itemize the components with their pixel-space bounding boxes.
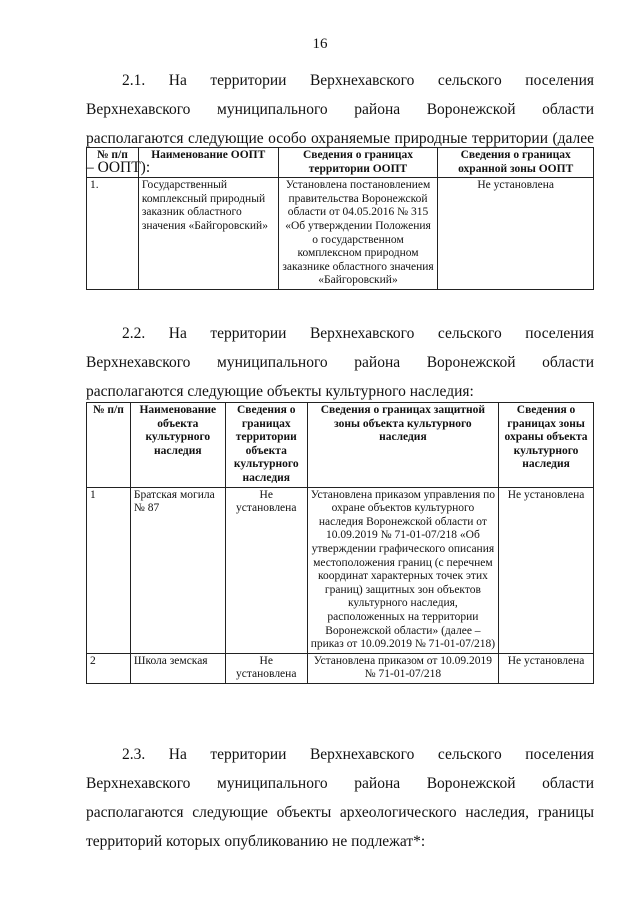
section-2-1-text: 2.1. На территории Верхнехавского сельского поселения Верхнехавского муниципального района Воронежской области располагаются следующие особо охраняемые природные территории (далее – ООПТ): bbox=[86, 72, 594, 176]
header-protection-zone: Сведения о границах зоны охраны объекта культурного наследия bbox=[499, 403, 594, 488]
cell-object-name: Школа земская bbox=[130, 653, 225, 683]
page-number: 16 bbox=[312, 36, 328, 52]
table-header-row bbox=[87, 403, 594, 488]
cell-number: 2 bbox=[87, 653, 131, 683]
header-territory-boundaries: Сведения о границах территории ООПТ bbox=[278, 148, 438, 178]
cell-protective-zone: Установлена приказом от 10.09.2019 № 71-01-07/218 bbox=[307, 653, 498, 683]
cell-protection-zone: Не установлена bbox=[499, 653, 594, 683]
header-protection-zone-boundaries: Сведения о границах охранной зоны ООПТ bbox=[438, 148, 594, 178]
header-protective-zone: Сведения о границах защитной зоны объекта культурного наследия bbox=[307, 403, 498, 488]
cell-territory: Установлена постановлением правительства Воронежской области от 04.05.2016 № 315 «Об утверждении Положения о государственном комплексном природном заказнике областного значения «Байгоровский» bbox=[278, 178, 438, 290]
header-number: № п/п bbox=[87, 148, 139, 178]
table-row bbox=[87, 653, 594, 683]
cell-territory: Не установлена bbox=[225, 487, 307, 653]
cell-number: 1 bbox=[87, 487, 131, 653]
section-2-3-line: территорий которых опубликованию не подлежат*: bbox=[86, 833, 426, 850]
cell-protective-zone: Установлена приказом управления по охране объектов культурного наследия Воронежской области от 10.09.2019 № 71-01-07/218 «Об утверждении графического описания местоположения границ (с перечнем координат характерных точек этих границ) защитных зон объектов культурного наследия, расположенных на территории Воронежской области» (далее – приказ от 10.09.2019 № 71-01-07/218) bbox=[307, 487, 498, 653]
oopt-table bbox=[86, 147, 594, 290]
header-number: № п/п bbox=[87, 403, 131, 488]
heritage-table bbox=[86, 402, 594, 684]
header-name: Наименование ООПТ bbox=[138, 148, 278, 178]
cell-territory: Не установлена bbox=[225, 653, 307, 683]
table-header-row bbox=[87, 148, 594, 178]
section-2-3-line: 2.3. На территории Верхнехавского сельского поселения bbox=[122, 746, 594, 763]
cell-protection-zone: Не установлена bbox=[499, 487, 594, 653]
cell-protection-zone: Не установлена bbox=[438, 178, 594, 290]
cell-name: Государственный комплексный природный заказник областного значения «Байгоровский» bbox=[138, 178, 278, 290]
section-2-3-line: Верхнехавского муниципального района Воронежской области bbox=[86, 775, 594, 792]
table-row bbox=[87, 178, 594, 290]
section-2-3-line: располагаются следующие объекты археологического наследия, границы bbox=[86, 804, 594, 821]
cell-number: 1. bbox=[87, 178, 139, 290]
section-2-2-paragraph bbox=[86, 319, 594, 406]
header-territory-boundaries: Сведения о границах территории объекта культурного наследия bbox=[225, 403, 307, 488]
section-2-3-paragraph bbox=[86, 740, 594, 856]
header-object-name: Наименование объекта культурного наследия bbox=[130, 403, 225, 488]
table-row bbox=[87, 487, 594, 653]
section-2-2-text: 2.2. На территории Верхнехавского сельского поселения Верхнехавского муниципального района Воронежской области располагаются следующие объекты культурного наследия: bbox=[86, 325, 594, 400]
cell-object-name: Братская могила № 87 bbox=[130, 487, 225, 653]
